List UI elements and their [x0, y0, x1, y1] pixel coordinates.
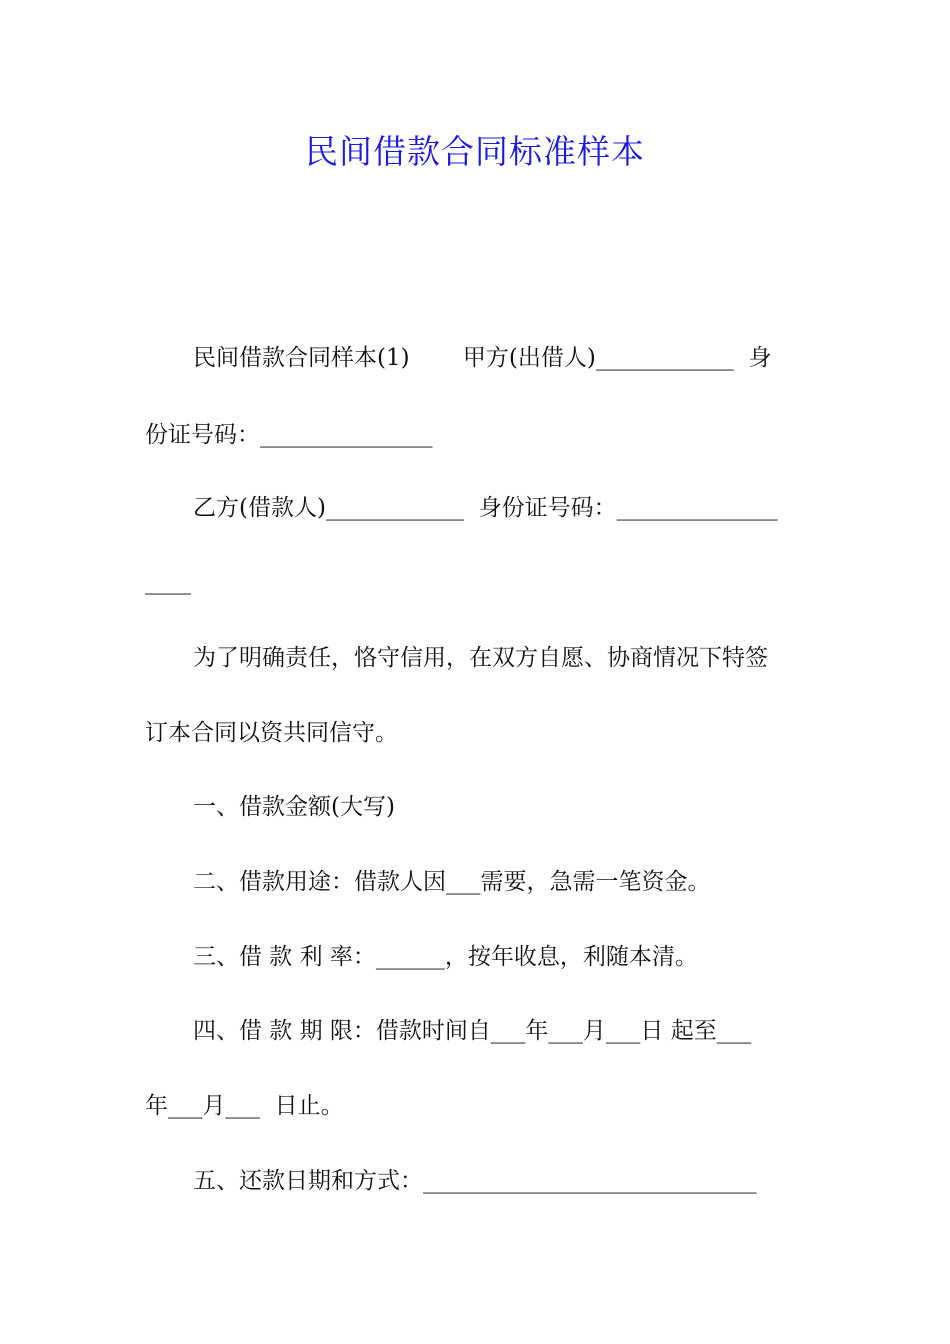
paragraph-line-12: 五、还款日期和方式：_____________________________	[193, 1168, 757, 1194]
paragraph-line-10: 四、借 款 期 限：借款时间自___年___月___日 起至___	[193, 1018, 752, 1044]
paragraph-line-7: 一、借款金额(大写)	[193, 794, 395, 820]
paragraph-line-11: 年___月___ 日止。	[145, 1093, 344, 1119]
paragraph-line-2: 份证号码：_______________	[145, 422, 433, 448]
paragraph-line-4: ____	[145, 569, 191, 595]
paragraph-line-6: 订本合同以资共同信守。	[145, 720, 398, 746]
paragraph-line-9: 三、借 款 利 率：______，按年收息，利随本清。	[193, 944, 698, 970]
paragraph-line-1: 民间借款合同样本(1) 甲方(出借人)____________ 身	[193, 345, 772, 371]
paragraph-line-3: 乙方(借款人)____________ 身份证号码：______________	[193, 495, 778, 521]
document-title: 民间借款合同标准样本	[305, 132, 645, 171]
paragraph-line-5: 为了明确责任，恪守信用，在双方自愿、协商情况下特签	[193, 645, 768, 671]
paragraph-line-8: 二、借款用途：借款人因___需要，急需一笔资金。	[193, 869, 711, 895]
